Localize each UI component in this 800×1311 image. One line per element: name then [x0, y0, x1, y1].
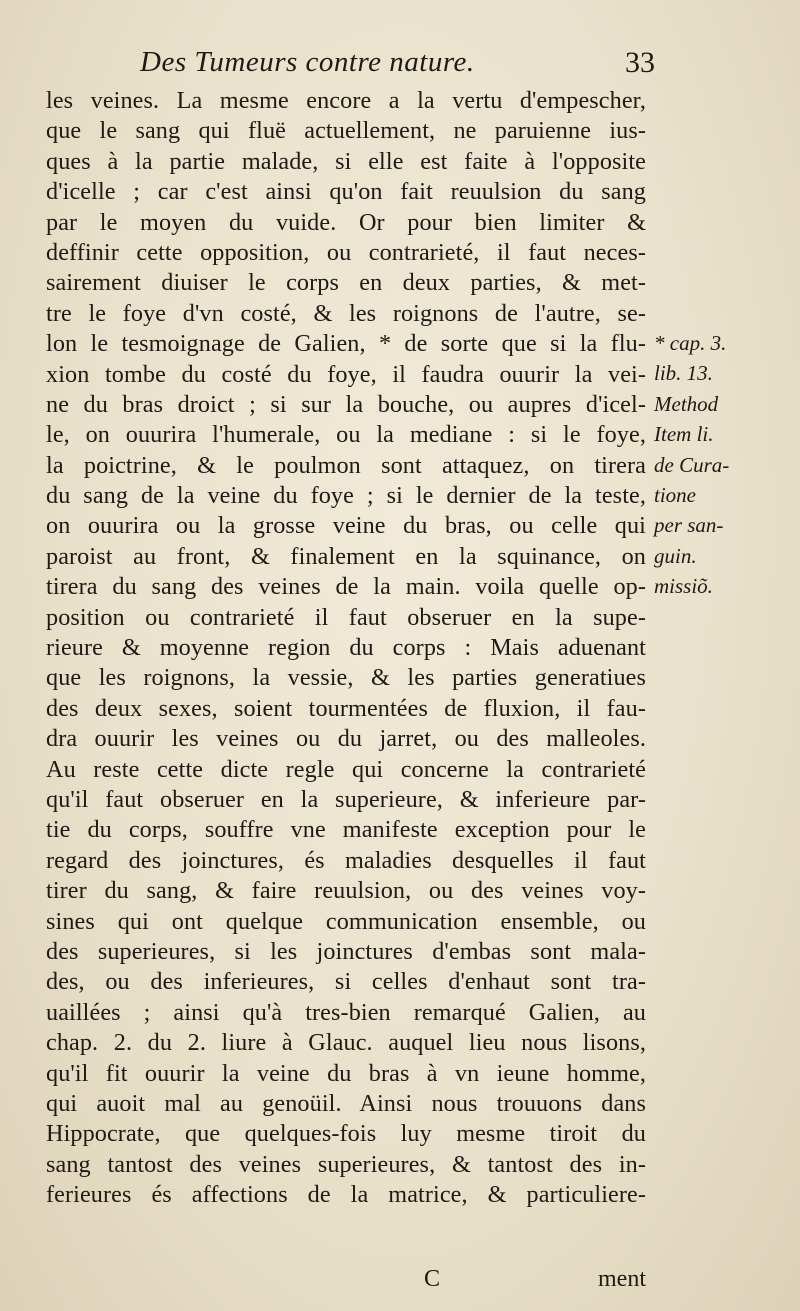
text-line: paroist au front, & finalement en la squinance, on [46, 542, 646, 570]
page-footer [46, 1266, 646, 1298]
text-line: xion tombe du costé du foye, il faudra ouurir la vei- [46, 360, 646, 388]
text-line: tirera du sang des veines de la main. voila quelle op- [46, 573, 646, 601]
text-line: tirer du sang, & faire reuulsion, ou des veines voy- [46, 877, 646, 905]
signature-mark: C [424, 1266, 441, 1292]
text-line: deffinir cette opposition, ou contrarieté, il faut neces- [46, 238, 646, 266]
text-line: qu'il fit ouurir la veine du bras à vn ieune homme, [46, 1059, 646, 1087]
text-line: d'icelle ; car c'est ainsi qu'on fait reuulsion du sang [46, 178, 646, 206]
text-line: ne du bras droict ; si sur la bouche, ou aupres d'icel- [46, 390, 646, 418]
text-line: uaillées ; ainsi qu'à tres-bien remarqué Galien, au [46, 998, 646, 1026]
text-line: ferieures és affections de la matrice, & particuliere- [46, 1181, 646, 1209]
marginal-note-line: de Cura- [654, 452, 730, 477]
text-line: des superieures, si les joinctures d'embas sont mala- [46, 937, 646, 965]
text-line: position ou contrarieté il faut obseruer en la supe- [46, 603, 646, 631]
text-line: regard des joinctures, és maladies desquelles il faut [46, 846, 646, 874]
marginal-note-line: per san- [654, 513, 724, 538]
text-line: que les roignons, la vessie, & les parties generatiues [46, 664, 646, 692]
text-line: sairement diuiser le corps en deux parties, & met- [46, 269, 646, 297]
text-line: qu'il faut obseruer en la superieure, & inferieure par- [46, 785, 646, 813]
text-line: chap. 2. du 2. liure à Glauc. auquel lieu nous lisons, [46, 1029, 646, 1057]
text-line: ques à la partie malade, si elle est faite à l'opposite [46, 147, 646, 175]
text-line: sines qui ont quelque communication ensemble, ou [46, 907, 646, 935]
text-line: lon le tesmoignage de Galien, * de sorte que si la flu- [46, 330, 646, 358]
text-line: qui auoit mal au genoüil. Ainsi nous trouuons dans [46, 1089, 646, 1117]
text-line: dra ouurir les veines ou du jarret, ou des malleoles. [46, 725, 646, 753]
running-title: Des Tumeurs contre nature. [140, 46, 475, 78]
catchword: ment [598, 1266, 646, 1292]
text-line: les veines. La mesme encore a la vertu d'empescher, [46, 87, 646, 114]
marginal-note [654, 328, 754, 602]
text-line: que le sang qui fluë actuellement, ne paruienne ius- [46, 117, 646, 145]
text-line: rieure & moyenne region du corps : Mais aduenant [46, 634, 646, 662]
page-number: 33 [625, 46, 655, 79]
text-line: tie du corps, souffre vne manifeste exception pour le [46, 816, 646, 844]
text-line: du sang de la veine du foye ; si le dernier de la teste, [46, 482, 646, 510]
text-line: tre le foye d'vn costé, & les roignons de l'autre, se- [46, 299, 646, 327]
text-line: la poictrine, & le poulmon sont attaquez, on tirera [46, 451, 646, 479]
marginal-note-line: * cap. 3. [654, 331, 727, 355]
marginal-note-line: lib. 13. [654, 361, 713, 386]
marginal-note-line: Item li. [654, 422, 714, 447]
marginal-note-line: missiõ. [654, 574, 713, 599]
text-line: on ouurira ou la grosse veine du bras, ou celle qui [46, 512, 646, 540]
marginal-note-line: guin. [654, 543, 697, 568]
text-line: des deux sexes, soient tourmentées de fluxion, il fau- [46, 694, 646, 722]
text-line: des, ou des inferieures, si celles d'enhaut sont tra- [46, 968, 646, 996]
body-text [46, 86, 646, 1210]
text-line: sang tantost des veines superieures, & tantost des in- [46, 1150, 646, 1178]
text-line: le, on ouurira l'humerale, ou la mediane : si le foye, [46, 421, 646, 449]
text-line: Au reste cette dicte regle qui concerne la contrarieté [46, 755, 646, 783]
page-header [40, 42, 655, 88]
text-line: Hippocrate, que quelques-fois luy mesme tiroit du [46, 1120, 646, 1148]
marginal-note-line: tione [654, 482, 696, 507]
text-line: par le moyen du vuide. Or pour bien limiter & [46, 208, 646, 236]
marginal-note-line: Method [654, 391, 719, 416]
